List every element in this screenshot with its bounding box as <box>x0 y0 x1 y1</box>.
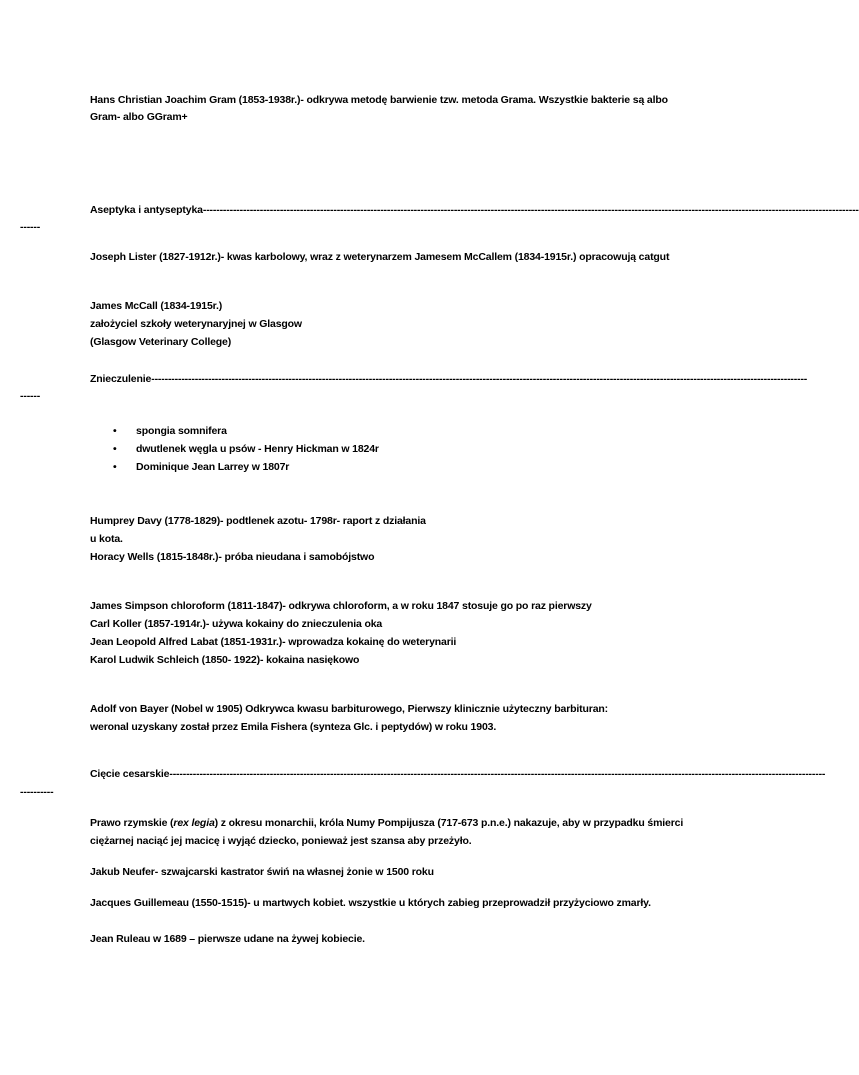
davy-line-1: Humprey Davy (1778-1829)- podtlenek azotu- 1798r- raport z działania <box>90 515 426 527</box>
aseptyka-heading-line <box>90 203 859 217</box>
znieczulenie-heading: Znieczulenie <box>90 373 152 385</box>
prawo-text-a: Prawo rzymskie ( <box>90 817 174 829</box>
gram-paragraph-line-2: Gram- albo GGram+ <box>90 111 188 123</box>
aseptyka-heading: Aseptyka i antyseptyka <box>90 204 203 216</box>
guillemeau-line: Jacques Guillemeau (1550-1515)- u martwych kobiet. wszystkie u których zabieg przeprowadził przyżyciowo zmarły. <box>90 897 651 909</box>
davy-line-2: u kota. <box>90 533 123 545</box>
labat-line: Jean Leopold Alfred Labat (1851-1931r.)- wprowadza kokainę do weterynarii <box>90 636 457 648</box>
ciecie-dashes: ---------------------------------------------------------------------------------------------------------------------------------------------------------------------------------------------------- <box>169 768 826 780</box>
list-item: dwutlenek węgla u psów - Henry Hickman w 1824r <box>136 443 379 455</box>
prawo-text-b: ) z okresu monarchii, króla Numy Pompijusza (717-673 p.n.e.) nakazuje, aby w przypadku śmierci <box>214 817 684 829</box>
koller-line: Carl Koller (1857-1914r.)- używa kokainy do znieczulenia oka <box>90 618 383 630</box>
neufer-line: Jakub Neufer- szwajcarski kastrator świń na własnej żonie w 1500 roku <box>90 866 434 878</box>
prawo-line-1 <box>90 816 683 830</box>
ruleau-line: Jean Ruleau w 1689 – pierwsze udane na żywej kobiecie. <box>90 933 365 945</box>
mccall-line-1: James McCall (1834-1915r.) <box>90 300 223 312</box>
znieczulenie-heading-line <box>90 372 808 386</box>
lister-paragraph: Joseph Lister (1827-1912r.)- kwas karbolowy, wraz z weterynarzem Jamesem McCallem (1834-1915r.) opracowują catgut <box>90 251 670 263</box>
prawo-line-2: ciężarnej naciąć jej macicę i wyjąć dziecko, ponieważ jest szansa aby przeżyło. <box>90 835 472 847</box>
ciecie-dashes-continuation: ---------- <box>20 786 54 798</box>
bullet-icon: • <box>113 461 117 473</box>
znieczulenie-dashes-continuation: ------ <box>20 390 41 402</box>
bayer-line-2: weronal uzyskany został przez Emila Fishera (synteza Glc. i peptydów) w roku 1903. <box>90 721 497 733</box>
gram-paragraph-line-1: Hans Christian Joachim Gram (1853-1938r.)- odkrywa metodę barwienie tzw. metoda Grama. Wszystkie bakterie są albo <box>90 94 668 106</box>
ciecie-heading: Cięcie cesarskie <box>90 768 170 780</box>
aseptyka-dashes-continuation: ------ <box>20 221 41 233</box>
bayer-line-1: Adolf von Bayer (Nobel w 1905) Odkrywca kwasu barbiturowego, Pierwszy klinicznie użyteczny barbituran: <box>90 703 609 715</box>
mccall-line-3: (Glasgow Veterinary College) <box>90 336 232 348</box>
wells-line: Horacy Wells (1815-1848r.)- próba nieudana i samobójstwo <box>90 551 375 563</box>
list-item: Dominique Jean Larrey w 1807r <box>136 461 290 473</box>
schleich-line: Karol Ludwik Schleich (1850- 1922)- kokaina nasiękowo <box>90 654 360 666</box>
ciecie-heading-line <box>90 767 826 781</box>
list-item: spongia somnifera <box>136 425 227 437</box>
aseptyka-dashes: ---------------------------------------------------------------------------------------------------------------------------------------------------------------------------------------------------- <box>202 204 859 216</box>
bullet-icon: • <box>113 425 117 437</box>
rex-legia-italic: rex legia <box>173 817 215 829</box>
bullet-icon: • <box>113 443 117 455</box>
mccall-line-2: założyciel szkoły weterynaryjnej w Glasgow <box>90 318 302 330</box>
simpson-line: James Simpson chloroform (1811-1847)- odkrywa chloroform, a w roku 1847 stosuje go po raz pierwszy <box>90 600 592 612</box>
znieczulenie-dashes: ---------------------------------------------------------------------------------------------------------------------------------------------------------------------------------------------------- <box>151 373 808 385</box>
